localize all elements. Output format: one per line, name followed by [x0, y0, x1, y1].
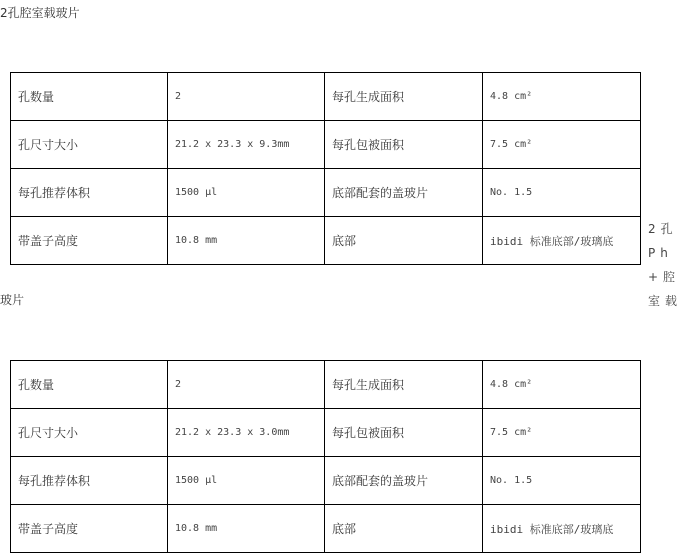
spec-value: ibidi 标准底部/玻璃底: [483, 505, 641, 553]
spec-label: 底部: [325, 505, 483, 553]
spec-label: 孔数量: [11, 361, 168, 409]
table-row: [11, 169, 641, 217]
spec-label: 底部: [325, 217, 483, 265]
table-row: [11, 217, 641, 265]
spec-label: 孔尺寸大小: [11, 121, 168, 169]
spec-value: 7.5 cm²: [483, 121, 641, 169]
spec-value: 10.8 mm: [168, 505, 325, 553]
spec-label: 每孔推荐体积: [11, 457, 168, 505]
product-heading-2-well: 2孔腔室载玻片: [0, 6, 80, 20]
spec-value: 2: [168, 73, 325, 121]
table-row: [11, 505, 641, 553]
spec-value: No. 1.5: [483, 457, 641, 505]
spec-label: 每孔生成面积: [325, 361, 483, 409]
spec-table-2-well: [10, 72, 641, 265]
spec-value: 4.8 cm²: [483, 73, 641, 121]
spec-label: 底部配套的盖玻片: [325, 169, 483, 217]
spec-value: 2: [168, 361, 325, 409]
table-row: [11, 121, 641, 169]
table-row: [11, 73, 641, 121]
table-row: [11, 409, 641, 457]
spec-value: 1500 µl: [168, 169, 325, 217]
spec-label: 每孔包被面积: [325, 121, 483, 169]
table-row: [11, 457, 641, 505]
spec-value: 21.2 x 23.3 x 3.0mm: [168, 409, 325, 457]
spec-label: 底部配套的盖玻片: [325, 457, 483, 505]
spec-label: 每孔包被面积: [325, 409, 483, 457]
spec-value: 10.8 mm: [168, 217, 325, 265]
spec-value: ibidi 标准底部/玻璃底: [483, 217, 641, 265]
spec-label: 带盖子高度: [11, 505, 168, 553]
spec-value: 4.8 cm²: [483, 361, 641, 409]
spec-label: 带盖子高度: [11, 217, 168, 265]
spec-table-2-well-ph: [10, 360, 641, 553]
spec-value: No. 1.5: [483, 169, 641, 217]
spec-value: 7.5 cm²: [483, 409, 641, 457]
product-heading-continuation: 玻片: [0, 293, 25, 307]
spec-label: 每孔生成面积: [325, 73, 483, 121]
table-row: [11, 361, 641, 409]
spec-value: 1500 µl: [168, 457, 325, 505]
spec-value: 21.2 x 23.3 x 9.3mm: [168, 121, 325, 169]
spec-label: 每孔推荐体积: [11, 169, 168, 217]
spec-label: 孔尺寸大小: [11, 409, 168, 457]
spec-label: 孔数量: [11, 73, 168, 121]
product-heading-2-well-ph: 2孔Ph+腔室载: [648, 222, 683, 308]
